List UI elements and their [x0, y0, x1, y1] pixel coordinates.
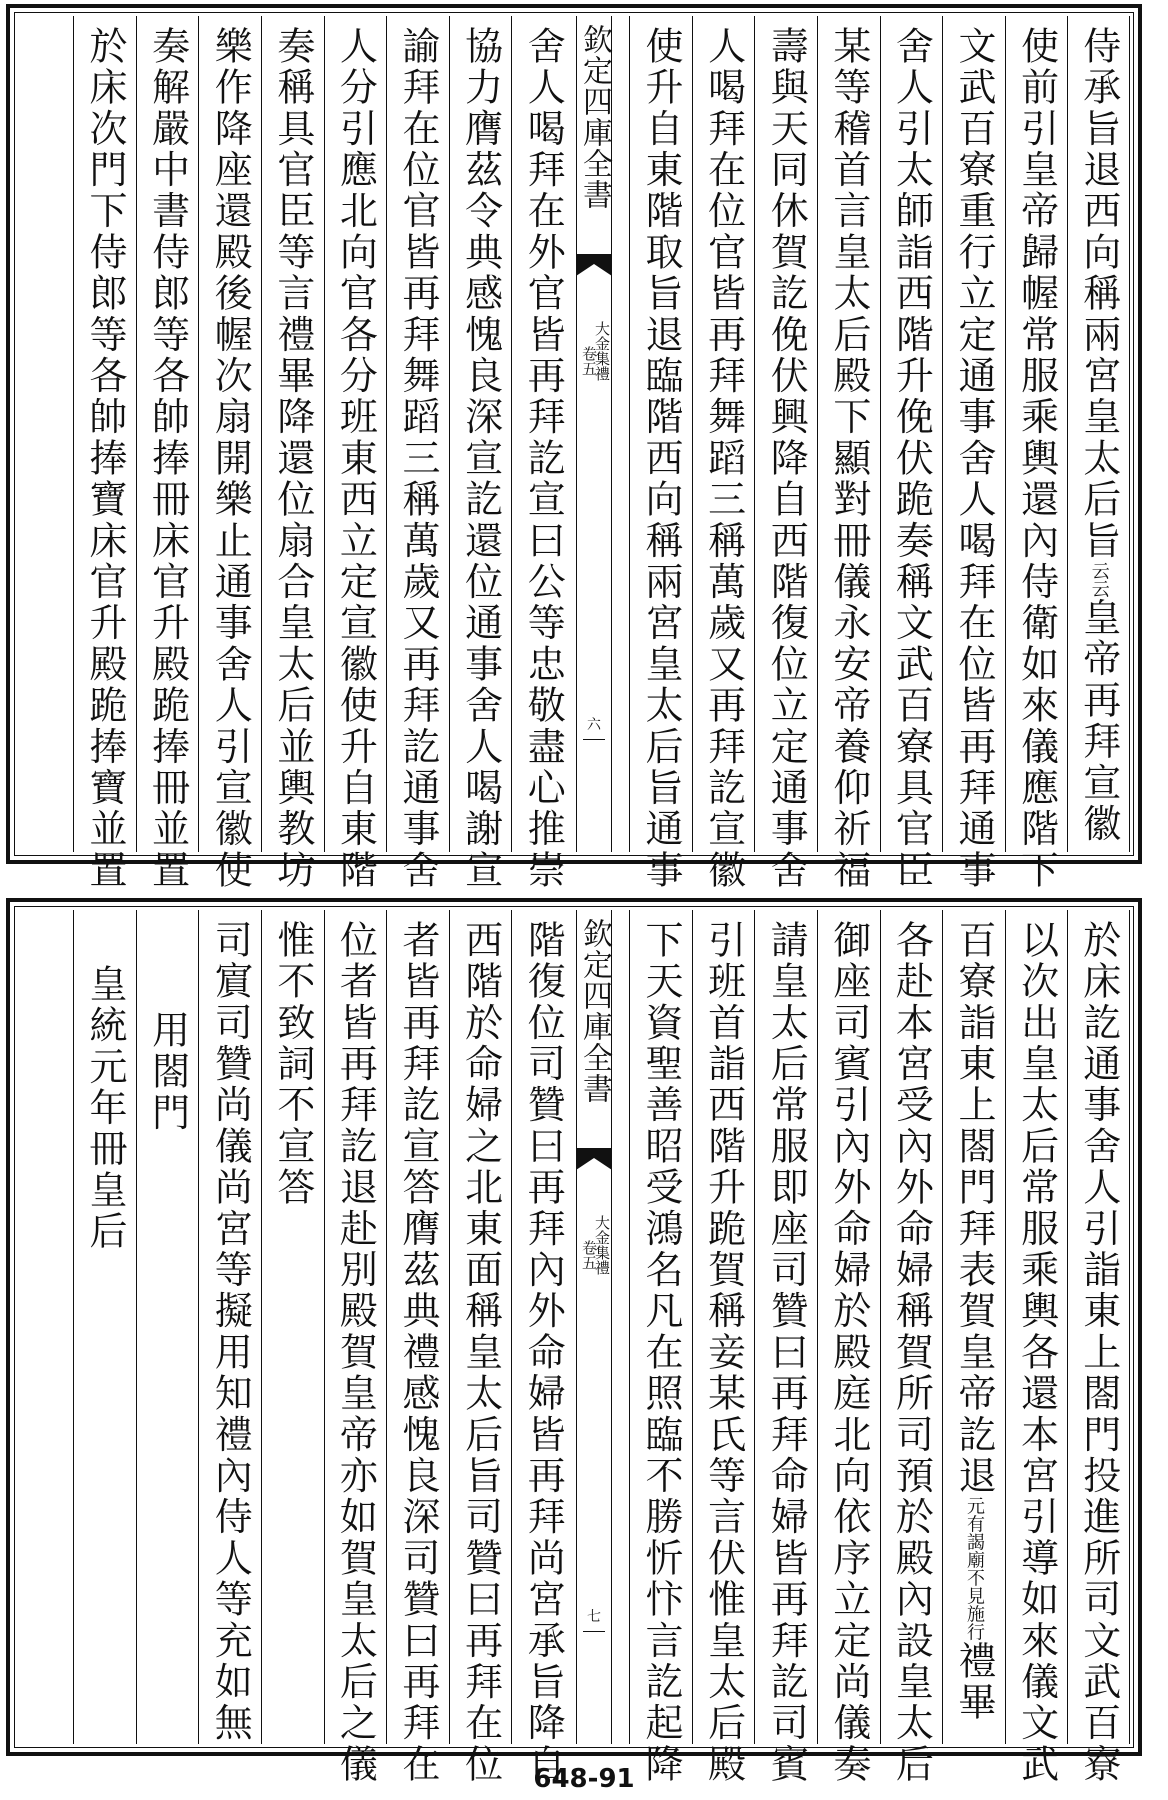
- text-column: [198, 16, 261, 892]
- column-text: 樂作降座還殿後幄次扇開樂止通事舍人引宣徽使: [208, 26, 253, 892]
- text-column: [629, 16, 692, 892]
- column-text: 司賔司贊尚儀尚宮等擬用知禮內侍人等充如無: [208, 920, 253, 1744]
- column-text: 西階於命婦之北東面稱皇太后旨司贊曰再拜在位: [458, 920, 503, 1786]
- text-column: [136, 16, 199, 892]
- fishtail-mark-icon: [576, 1148, 612, 1170]
- column-text: 人分引應北向官各分班東西立定宣徽使升自東階: [333, 26, 378, 892]
- text-column: [386, 16, 449, 892]
- column-text: 奏解嚴中書侍郎等各帥捧冊床官升殿跪捧冊並置: [145, 26, 190, 892]
- text-column: [136, 910, 199, 1744]
- text-column: [1005, 910, 1068, 1786]
- fold-page-number: 六: [587, 717, 601, 733]
- text-column: [511, 910, 574, 1786]
- column-text: 位者皆再拜訖退赴別殿賀皇帝亦如賀皇太后之儀: [333, 920, 378, 1786]
- fold-divider: [583, 1631, 605, 1632]
- column-text: 奏稱具官臣等言禮畢降還位扇合皇太后並輿教坊: [270, 26, 315, 892]
- text-column: [261, 910, 324, 1744]
- column-text: 使前引皇帝歸幄常服乘輿還內侍衛如來儀應階下: [1014, 26, 1059, 892]
- text-column: [754, 16, 817, 892]
- text-column: [73, 16, 136, 892]
- column-text: 惟不致詞不宣答: [270, 920, 315, 1209]
- column-text: 協力膺茲令典感愧良深宣訖還位通事舍人喝謝宣: [458, 26, 503, 892]
- text-column: [817, 910, 880, 1786]
- annotation-note: 云云: [1088, 561, 1110, 598]
- column-text: 舍人喝拜在外官皆再拜訖宣曰公等忠敬盡心推崇: [521, 26, 566, 892]
- column-text: 者皆再拜訖宣答膺茲典禮感愧良深司贊曰再拜在: [396, 920, 441, 1786]
- text-column: [73, 910, 136, 1744]
- bottom-right-half: [566, 910, 1130, 1786]
- column-text: 禮畢: [952, 1640, 997, 1724]
- text-column: [692, 910, 755, 1786]
- text-column: [942, 16, 1005, 892]
- column-text: 用閤門: [145, 1010, 190, 1134]
- column-text: 以次出皇太后常服乘輿各還本宮引導如來儀文武: [1014, 920, 1059, 1786]
- text-column: [754, 910, 817, 1786]
- text-column: [942, 910, 1005, 1744]
- center-fold: [576, 16, 612, 852]
- column-text: 侍承旨退西向稱兩宮皇太后旨: [1076, 26, 1121, 562]
- column-text: 使升自東階取旨退臨階西向稱兩宮皇太后旨通事: [639, 26, 684, 892]
- column-text: 諭拜在位官皆再拜舞蹈三稱萬歲又再拜訖通事舍: [396, 26, 441, 892]
- text-column: [386, 910, 449, 1786]
- fold-volume: 卷五: [580, 346, 598, 376]
- column-text: 某等稽首言皇太后殿下顯對冊儀永安帝養仰祈福: [826, 26, 871, 892]
- column-text: 於床次門下侍郎等各帥捧寶床官升殿跪捧寶並置: [83, 26, 128, 892]
- column-text: 引班首詣西階升跪賀稱妾某氏等言伏惟皇太后殿: [701, 920, 746, 1786]
- top-left-half: [18, 16, 574, 892]
- text-column: [880, 16, 943, 892]
- column-text: 各赴本宮受內外命婦稱賀所司預於殿內設皇太后: [889, 920, 934, 1786]
- fold-page-number: 七: [587, 1609, 601, 1625]
- text-column: [880, 910, 943, 1786]
- fold-divider: [583, 739, 605, 740]
- column-text: 舍人引太師詣西階升俛伏跪奏稱文武百寮具官臣: [889, 26, 934, 892]
- column-text: 人喝拜在位官皆再拜舞蹈三稱萬歲又再拜訖宣徽: [701, 26, 746, 892]
- top-right-half: [566, 16, 1130, 892]
- column-text: 皇帝再拜宣徽: [1076, 597, 1121, 845]
- fishtail-mark-icon: [576, 254, 612, 276]
- text-column: [511, 16, 574, 892]
- column-text: 請皇太后常服即座司贊曰再拜命婦皆再拜訖司賓: [764, 920, 809, 1786]
- text-column: [692, 16, 755, 892]
- fold-book-title: 大金集禮: [593, 1215, 611, 1275]
- column-heading: 皇統元年冊皇后: [83, 964, 128, 1253]
- center-fold: [576, 910, 612, 1744]
- text-column: [629, 910, 692, 1786]
- text-column: [449, 910, 512, 1786]
- page-number: 648-91: [533, 1764, 635, 1794]
- text-column: [324, 16, 387, 892]
- column-text: 壽與天同休賀訖俛伏興降自西階復位立定通事舍: [764, 26, 809, 892]
- column-text: 下天資聖善昭受鴻名凡在照臨不勝忻忭言訖起降: [639, 920, 684, 1786]
- fold-volume: 卷五: [580, 1240, 598, 1270]
- text-column: [1067, 910, 1130, 1786]
- column-text: 階復位司贊曰再拜內外命婦皆再拜尚宮承旨降自: [521, 920, 566, 1786]
- text-column: [261, 16, 324, 892]
- text-column: [1067, 16, 1130, 852]
- column-text: 文武百寮重行立定通事舍人喝拜在位皆再拜通事: [952, 26, 997, 892]
- annotation-note: 元有謁廟不見施行: [964, 1496, 986, 1641]
- fold-book-title: 大金集禮: [593, 321, 611, 381]
- bottom-left-half: [18, 910, 574, 1786]
- text-column: [817, 16, 880, 892]
- column-text: 百寮詣東上閤門拜表賀皇帝訖退: [952, 920, 997, 1497]
- column-text: 御座司賓引內外命婦於殿庭北向依序立定尚儀奏: [826, 920, 871, 1786]
- text-column: [1005, 16, 1068, 892]
- page-top: [6, 4, 1142, 892]
- text-column: [198, 910, 261, 1744]
- text-column: [449, 16, 512, 892]
- text-column: [324, 910, 387, 1786]
- column-text: 於床訖通事舍人引詣東上閤門投進所司文武百寮: [1076, 920, 1121, 1786]
- fold-title: 欽定四庫全書: [577, 24, 612, 210]
- fold-title: 欽定四庫全書: [577, 918, 612, 1104]
